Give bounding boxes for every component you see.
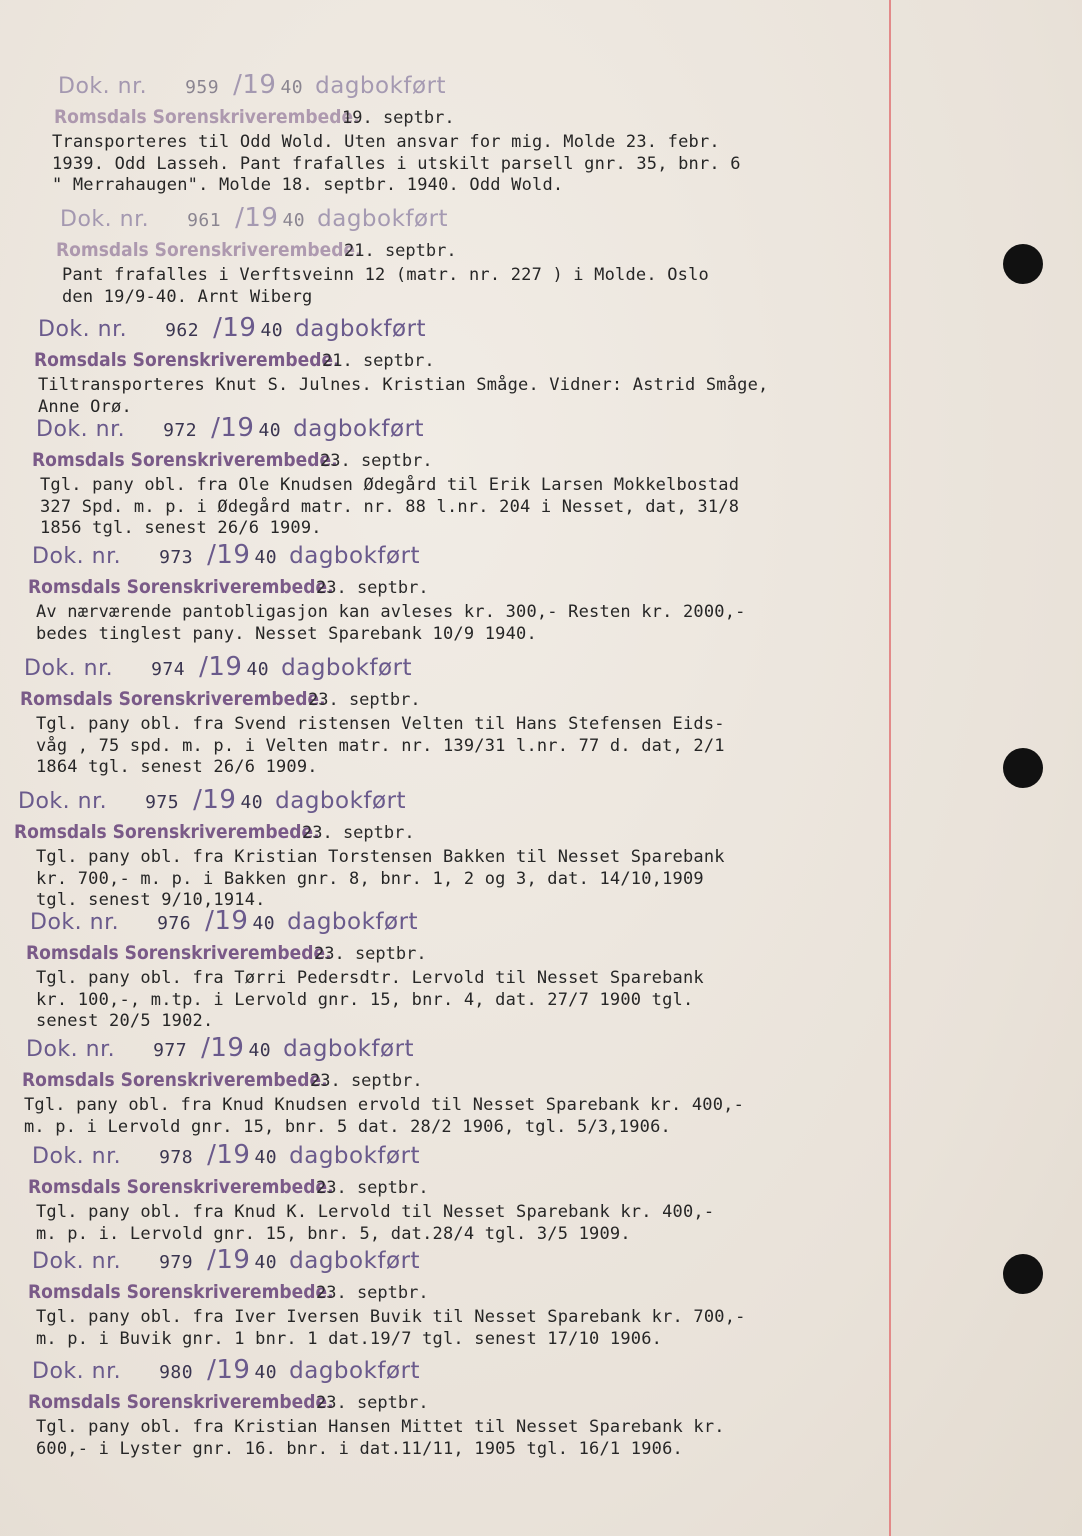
office-stamp: Romsdals Sorenskriverembede. [28, 1391, 334, 1413]
dok-label: Dok. nr. [38, 317, 128, 342]
entry-date: 23. septbr. [316, 1178, 429, 1198]
entry-text-line: senest 20/5 1902. [36, 1011, 214, 1031]
dok-nr-stamp [60, 203, 448, 233]
year-prefix: /19 [211, 413, 255, 443]
year-prefix: /19 [207, 540, 251, 570]
office-stamp: Romsdals Sorenskriverembede. [20, 688, 326, 710]
year-suffix: 40 [240, 792, 264, 813]
year-suffix: 40 [254, 1362, 278, 1383]
dok-nr-stamp [58, 70, 446, 100]
dok-label: Dok. nr. [30, 910, 120, 935]
entry-date: 23. septbr. [316, 578, 429, 598]
entry-date: 21. septbr. [322, 351, 435, 371]
dok-number: 977 [153, 1040, 188, 1061]
entry-text-line: 327 Spd. m. p. i Ødegård matr. nr. 88 l.nr. 204 i Nesset, dat, 31/8 [40, 496, 740, 517]
dok-label: Dok. nr. [36, 417, 126, 442]
entry-text-line: m. p. i Buvik gnr. 1 bnr. 1 dat.19/7 tgl. senest 17/10 1906. [36, 1328, 663, 1349]
year-suffix: 40 [282, 210, 306, 231]
dok-label: Dok. nr. [26, 1037, 116, 1062]
entry-text-line: Tgl. pany obl. fra Kristian Torstensen Bakken til Nesset Sparebank [36, 847, 725, 867]
office-stamp: Romsdals Sorenskriverembede. [28, 576, 334, 598]
office-stamp: Romsdals Sorenskriverembede. [34, 349, 340, 371]
dagbokfort-label: dagbokført [315, 73, 447, 99]
dok-label: Dok. nr. [58, 74, 148, 99]
office-stamp: Romsdals Sorenskriverembede. [54, 106, 360, 128]
dok-nr-stamp [36, 413, 424, 443]
entry-text-line: 1864 tgl. senest 26/6 1909. [36, 757, 318, 777]
dok-number: 976 [157, 913, 192, 934]
dagbokfort-label: dagbokført [317, 206, 449, 232]
year-suffix: 40 [258, 420, 282, 441]
year-suffix: 40 [280, 77, 304, 98]
entry-text-line: Tgl. pany obl. fra Iver Iversen Buvik til Nesset Sparebank kr. 700,- [36, 1307, 746, 1327]
dok-number: 973 [159, 547, 194, 568]
year-prefix: /19 [233, 70, 277, 100]
entry-text-line: kr. 100,-, m.tp. i Lervold gnr. 15, bnr. 4, dat. 27/7 1900 tgl. [36, 989, 694, 1010]
entry-date: 23. septbr. [310, 1071, 423, 1091]
dok-nr-stamp [32, 1355, 420, 1385]
entry-text-line: Pant frafalles i Verftsveinn 12 (matr. nr. 227 ) i Molde. Oslo [62, 265, 709, 285]
dok-number: 980 [159, 1362, 194, 1383]
year-prefix: /19 [207, 1355, 251, 1385]
dagbokfort-label: dagbokført [295, 316, 427, 342]
dok-nr-stamp [38, 313, 426, 343]
dok-number: 961 [187, 210, 222, 231]
dok-label: Dok. nr. [32, 1144, 122, 1169]
entry-date: 23. septbr. [308, 690, 421, 710]
entry-text-line: Tgl. pany obl. fra Kristian Hansen Mittet til Nesset Sparebank kr. [36, 1417, 725, 1437]
dok-number: 975 [145, 792, 180, 813]
dagbokfort-label: dagbokført [289, 1143, 421, 1169]
entry-date: 19. septbr. [342, 108, 455, 128]
entry-text-line: Tgl. pany obl. fra Svend ristensen Velten til Hans Stefensen Eids- [36, 714, 725, 734]
dok-label: Dok. nr. [32, 544, 122, 569]
year-suffix: 40 [260, 320, 284, 341]
dagbokfort-label: dagbokført [289, 1358, 421, 1384]
entry-text-line: bedes tinglest pany. Nesset Sparebank 10/9 1940. [36, 623, 537, 644]
year-suffix: 40 [252, 913, 276, 934]
entry-text-line: Tgl. pany obl. fra Tørri Pedersdtr. Lervold til Nesset Sparebank [36, 968, 704, 988]
dok-number: 962 [165, 320, 200, 341]
entry-date: 23. septbr. [314, 944, 427, 964]
year-prefix: /19 [199, 652, 243, 682]
office-stamp: Romsdals Sorenskriverembede. [56, 239, 362, 261]
office-stamp: Romsdals Sorenskriverembede. [28, 1176, 334, 1198]
dok-number: 974 [151, 659, 186, 680]
punch-hole-bottom [1003, 1254, 1043, 1294]
entry-text-line: Tgl. pany obl. fra Knud Knudsen ervold til Nesset Sparebank kr. 400,- [24, 1095, 745, 1115]
margin-rule [889, 0, 891, 1536]
dok-number: 972 [163, 420, 198, 441]
dagbokfort-label: dagbokført [293, 416, 425, 442]
entry-date: 21. septbr. [344, 241, 457, 261]
dok-number: 959 [185, 77, 220, 98]
dok-label: Dok. nr. [60, 207, 150, 232]
entry-text-line: Tiltransporteres Knut S. Julnes. Kristian Småge. Vidner: Astrid Småge, [38, 375, 769, 395]
entry-text-line: 600,- i Lyster gnr. 16. bnr. i dat.11/11, 1905 tgl. 16/1 1906. [36, 1438, 683, 1459]
year-prefix: /19 [235, 203, 279, 233]
dok-nr-stamp [24, 652, 412, 682]
entry-text-line: Tgl. pany obl. fra Ole Knudsen Ødegård til Erik Larsen Mokkelbostad [40, 475, 740, 495]
entry-text-line: den 19/9-40. Arnt Wiberg [62, 286, 313, 307]
entry-text-line: våg , 75 spd. m. p. i Velten matr. nr. 139/31 l.nr. 77 d. dat, 2/1 [36, 735, 725, 756]
dok-nr-stamp [18, 785, 406, 815]
dok-nr-stamp [32, 1140, 420, 1170]
dok-nr-stamp [32, 540, 420, 570]
dok-label: Dok. nr. [24, 656, 114, 681]
office-stamp: Romsdals Sorenskriverembede. [32, 449, 338, 471]
dagbokfort-label: dagbokført [275, 788, 407, 814]
year-suffix: 40 [254, 1147, 278, 1168]
entry-text-line: 1856 tgl. senest 26/6 1909. [40, 518, 322, 538]
dagbokfort-label: dagbokført [289, 543, 421, 569]
year-suffix: 40 [254, 547, 278, 568]
punch-hole-middle [1003, 748, 1043, 788]
dok-label: Dok. nr. [18, 789, 108, 814]
dok-label: Dok. nr. [32, 1359, 122, 1384]
entry-text-line: kr. 700,- m. p. i Bakken gnr. 8, bnr. 1, 2 og 3, dat. 14/10,1909 [36, 868, 704, 889]
dok-number: 979 [159, 1252, 194, 1273]
office-stamp: Romsdals Sorenskriverembede. [14, 821, 320, 843]
dok-nr-stamp [30, 906, 418, 936]
entry-text-line: Anne Orø. [38, 396, 132, 417]
dok-number: 978 [159, 1147, 194, 1168]
dagbokfort-label: dagbokført [287, 909, 419, 935]
entry-date: 23. septbr. [320, 451, 433, 471]
entry-date: 23. septbr. [316, 1283, 429, 1303]
entry-date: 23. septbr. [316, 1393, 429, 1413]
office-stamp: Romsdals Sorenskriverembede. [26, 942, 332, 964]
year-prefix: /19 [201, 1033, 245, 1063]
entry-text-line: m. p. i. Lervold gnr. 15, bnr. 5, dat.28/4 tgl. 3/5 1909. [36, 1223, 631, 1244]
year-prefix: /19 [205, 906, 249, 936]
office-stamp: Romsdals Sorenskriverembede. [22, 1069, 328, 1091]
year-suffix: 40 [254, 1252, 278, 1273]
entry-text-line: Tgl. pany obl. fra Knud K. Lervold til Nesset Sparebank kr. 400,- [36, 1202, 715, 1222]
entry-text-line: tgl. senest 9/10,1914. [36, 890, 266, 910]
entry-text-line: Av nærværende pantobligasjon kan avleses kr. 300,- Resten kr. 2000,- [36, 602, 746, 622]
entry-text-line: 1939. Odd Lasseh. Pant frafalles i utskilt parsell gnr. 35, bnr. 6 [52, 153, 741, 174]
dok-label: Dok. nr. [32, 1249, 122, 1274]
dagbokfort-label: dagbokført [281, 655, 413, 681]
punch-hole-top [1003, 244, 1043, 284]
year-suffix: 40 [246, 659, 270, 680]
year-suffix: 40 [248, 1040, 272, 1061]
entry-text-line: m. p. i Lervold gnr. 15, bnr. 5 dat. 28/2 1906, tgl. 5/3,1906. [24, 1116, 671, 1137]
year-prefix: /19 [207, 1140, 251, 1170]
year-prefix: /19 [213, 313, 257, 343]
dok-nr-stamp [26, 1033, 414, 1063]
entry-text-line: " Merrahaugen". Molde 18. septbr. 1940. Odd Wold. [52, 175, 564, 195]
office-stamp: Romsdals Sorenskriverembede. [28, 1281, 334, 1303]
dagbokfort-label: dagbokført [283, 1036, 415, 1062]
dagbokfort-label: dagbokført [289, 1248, 421, 1274]
dok-nr-stamp [32, 1245, 420, 1275]
year-prefix: /19 [193, 785, 237, 815]
entry-text-line: Transporteres til Odd Wold. Uten ansvar for mig. Molde 23. febr. [52, 132, 720, 152]
entry-date: 23. septbr. [302, 823, 415, 843]
year-prefix: /19 [207, 1245, 251, 1275]
